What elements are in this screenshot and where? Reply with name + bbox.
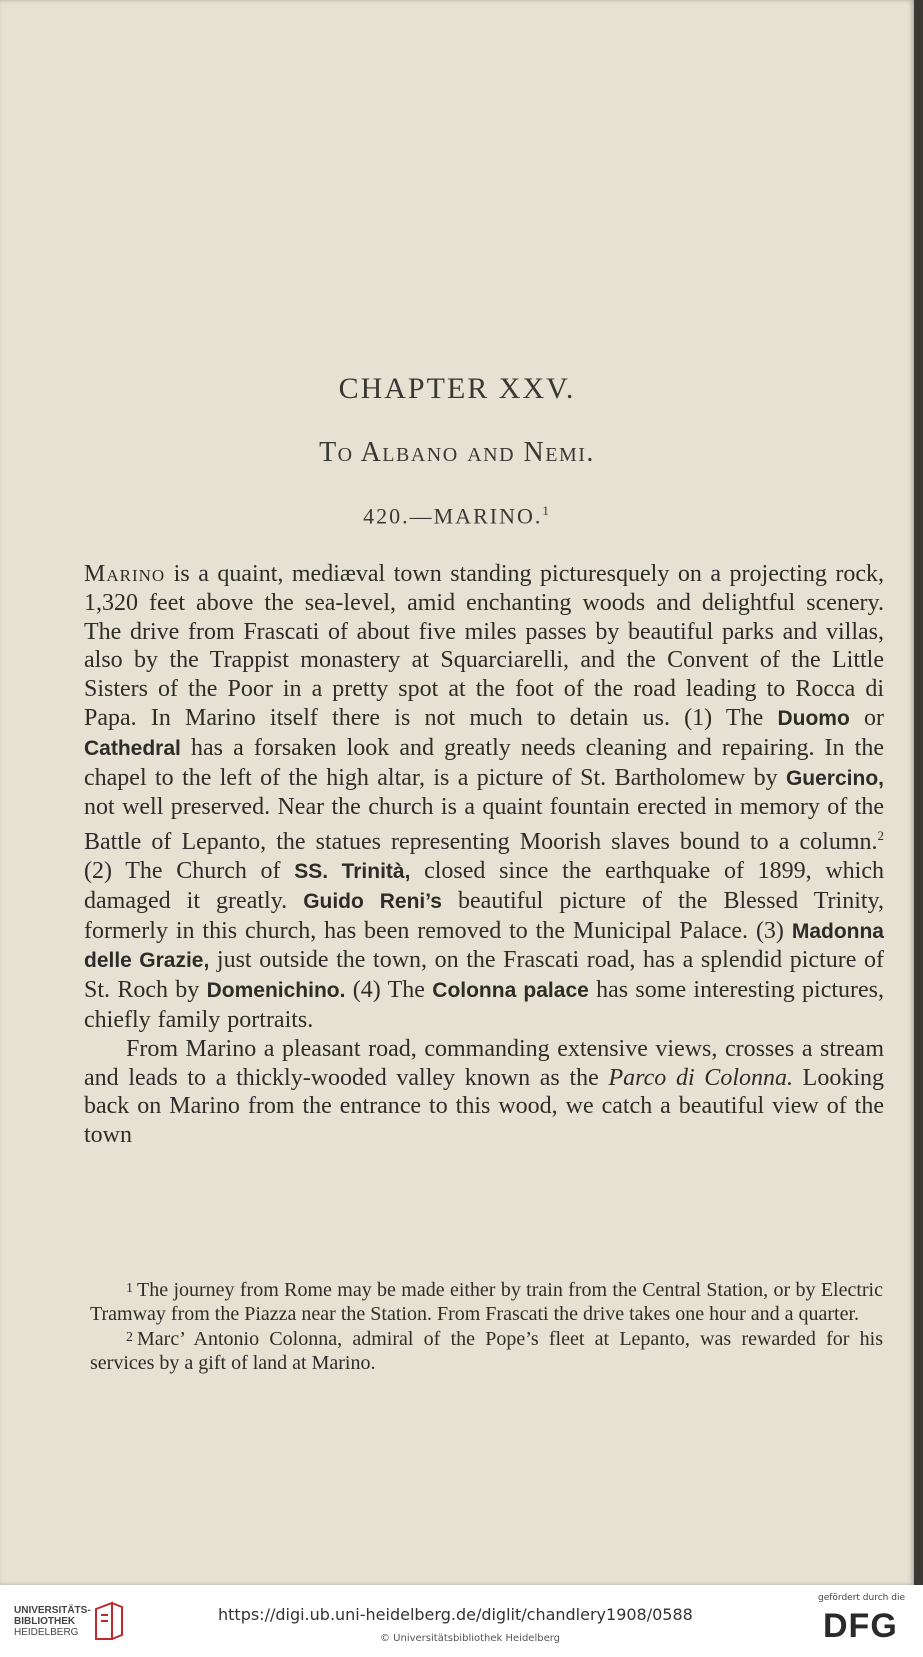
footnote-1	[90, 1277, 883, 1326]
footnote-ref-2: 2	[877, 828, 884, 844]
bold-term-guido-reni: Guido Reni’s	[303, 889, 442, 913]
lead-word: Marino	[84, 561, 166, 587]
text-run: Looking back on Marino from the entrance to this wood, we catch a beautiful view of the town	[84, 1064, 885, 1149]
bold-term-guercino: Guercino,	[785, 766, 884, 790]
text-run: is a quaint, mediæval town standing picturesquely on a projecting rock, 1,320 feet above the sea-level, amid enchanting woods and delightful scenery. The drive from Frascati of about five miles passes by beautiful parks and villas, also by the Trappist monastery at Squarciarelli, and the Convent of the Little Sisters of the Poor in a pretty spot at the foot of the road leading to Rocca di Papa. In Marino itself there is not much to detain us. (1) The	[84, 561, 884, 731]
section-heading	[0, 503, 914, 529]
library-logo-icon	[92, 1599, 126, 1643]
paragraph-marino	[84, 560, 884, 1035]
library-line-3: HEIDELBERG	[14, 1627, 79, 1638]
text-run: just outside the town, on the Frascati road, has a splendid picture of St. Roch by	[84, 947, 884, 1004]
text-run: or	[849, 704, 884, 731]
bold-term-madonna: Madonna delle Grazie,	[84, 919, 884, 973]
footnote-text: The journey from Rome may be made either by train from the Central Station, or by Electric Tramway from the Piazza near the Station. From Frascati the drive takes one hour and a quarter.	[90, 1279, 883, 1325]
chapter-heading: CHAPTER XXV.	[338, 372, 576, 405]
funded-by-label: gefördert durch die	[818, 1593, 905, 1603]
permalink-url[interactable]: https://digi.ub.uni-heidelberg.de/diglit/chandlery1908/0588	[218, 1605, 693, 1624]
library-line-2: BIBLIOTHEK	[14, 1616, 76, 1627]
italic-term-parco: Parco di Colonna.	[608, 1064, 793, 1091]
copyright-notice: © Universitätsbibliothek Heidelberg	[380, 1633, 561, 1644]
text-run: has some interesting pictures, chiefly family portraits.	[84, 977, 885, 1033]
text-run: beautiful picture of the Blessed Trinity, formerly in this church, has been removed to the Municipal Palace. (3)	[84, 887, 884, 944]
footnotes	[90, 1277, 883, 1375]
footnote-number: 1	[126, 1281, 133, 1296]
footnote-2	[90, 1326, 883, 1375]
text-run: has a forsaken look and greatly needs cleaning and repairing. In the chapel to the left of the high altar, is a picture of St. Bartholomew by	[84, 734, 884, 791]
bold-term-trinita: SS. Trinità,	[294, 859, 411, 883]
bold-term-cathedral: Cathedral	[84, 736, 181, 760]
body-text	[84, 560, 884, 1150]
library-name	[14, 1605, 91, 1638]
section-title: 420.—MARINO.	[363, 503, 543, 529]
bold-term-domenichino: Domenichino.	[206, 979, 346, 1003]
dfg-logo: DFG	[823, 1607, 898, 1645]
footnote-number: 2	[126, 1330, 133, 1345]
library-line-1: UNIVERSITÄTS-	[14, 1605, 91, 1616]
text-run: closed since the earthquake of 1899, which damaged it greatly.	[84, 857, 885, 914]
text-run: (2) The Church of	[84, 857, 295, 884]
bold-term-duomo: Duomo	[777, 706, 850, 730]
footnote-text: Marc’ Antonio Colonna, admiral of the Pope’s fleet at Lepanto, was rewarded for his services by a gift of land at Marino.	[90, 1328, 883, 1374]
paragraph-parco	[84, 1035, 884, 1150]
footnote-ref-1: 1	[542, 503, 551, 518]
bold-term-colonna: Colonna palace	[432, 979, 589, 1003]
text-run: not well preserved. Near the church is a quaint fountain erected in memory of the Battle of Lepanto, the statues representing Moorish slaves bound to a column.	[84, 794, 884, 856]
chapter-subtitle: To Albano and Nemi.	[319, 437, 595, 468]
footer-bar	[0, 1585, 923, 1657]
text-run: From Marino a pleasant road, commanding extensive views, crosses a stream and leads to a thickly-wooded valley known as the	[84, 1035, 884, 1091]
text-run: (4) The	[345, 977, 433, 1004]
